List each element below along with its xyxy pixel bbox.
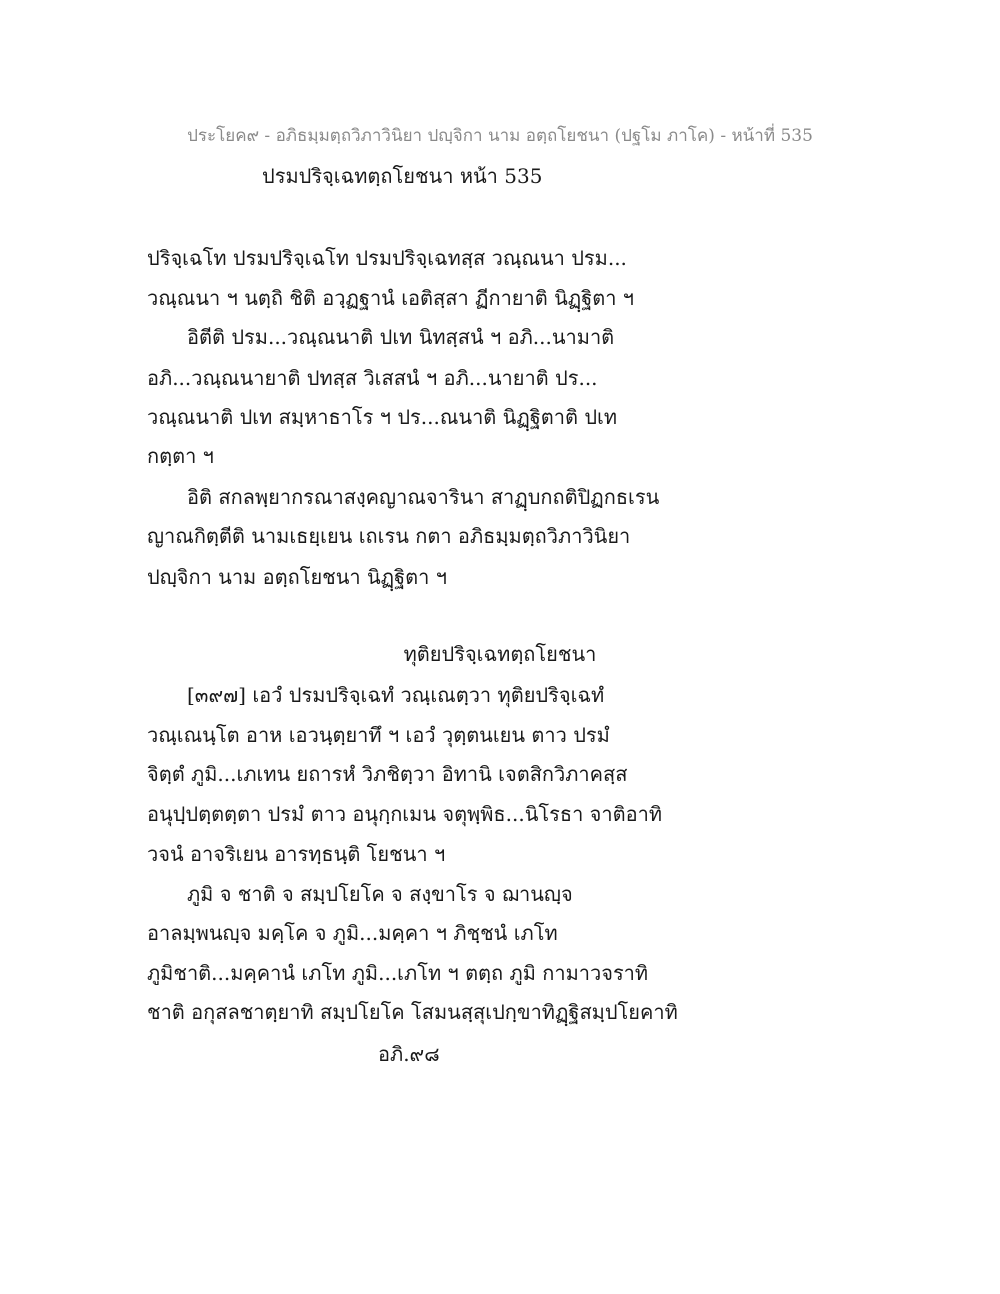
text-line: จิตฺตํ ภูมิ...เภเทน ยถารหํ วิภชิตฺวา อิทานิ เจตสิกวิภาคสฺส bbox=[147, 762, 628, 786]
text-line: อิตีติ ปรม...วณฺณนาติ ปเท นิทสฺสนํ ฯ อภิ...นามาติ bbox=[187, 325, 615, 349]
text-line: ภูมิ จ ชาติ จ สมฺปโยโค จ สงฺขาโร จ ฌานญฺจ bbox=[187, 882, 573, 906]
text-line: ภูมิชาติ...มคฺคานํ เภโท ภูมิ...เภโท ฯ ตตฺถ ภูมิ กามาวจราทิ bbox=[147, 961, 649, 985]
text-line: ปญฺจิกา นาม อตฺถโยชนา นิฏฺฐิตา ฯ bbox=[147, 565, 447, 589]
text-line: วณฺณนา ฯ นตฺถิ ชิติ อวฺฏฐานํ เอติสฺสา ฏีกายาติ นิฏฺฐิตา ฯ bbox=[147, 286, 635, 310]
text-line: ปริจฺเฉโท ปรมปริจฺเฉโท ปรมปริจฺเฉทสฺส วณฺณนา ปรม... bbox=[147, 246, 627, 270]
section-heading: ทุติยปริจฺเฉทตฺถโยชนา bbox=[403, 642, 597, 666]
text-line: อนุปฺปตฺตตฺตา ปรมํ ตาว อนุกฺกเมน จตุพฺพิธ...นิโรธา จาติอาทิ bbox=[147, 802, 663, 826]
running-header: ประโยค๙ - อภิธมฺมตฺถวิภาวินิยา ปญฺจิกา นาม อตฺถโยชนา (ปฐโม ภาโค) - หน้าที่ 535 bbox=[187, 126, 813, 146]
text-line: วจนํ อาจริเยน อารทฺธนฺติ โยชนา ฯ bbox=[147, 842, 446, 866]
text-line: อาลมฺพนญฺจ มคฺโค จ ภูมิ...มคฺคา ฯ ภิชฺชนํ เภโท bbox=[147, 921, 558, 945]
text-line: อภิ...วณฺณนายาติ ปทสฺส วิเสสนํ ฯ อภิ...นายาติ ปร... bbox=[147, 366, 598, 390]
page-footer: อภิ.๙๘ bbox=[378, 1042, 440, 1066]
text-line: กตฺตา ฯ bbox=[147, 444, 214, 468]
text-line: ญาณกิตฺตีติ นามเธยฺเยน เถเรน กตา อภิธมฺมตฺถวิภาวินิยา bbox=[147, 524, 631, 548]
text-line: วณฺเณนฺโต อาห เอวนฺตฺยาทึ ฯ เอวํ วุตฺตนเยน ตาว ปรมํ bbox=[147, 723, 610, 747]
page-title: ปรมปริจฺเฉทตฺถโยชนา หน้า 535 bbox=[262, 164, 543, 188]
text-line: อิติ สกลพฺยากรณาสงฺคญาณจารินา สาฏฺบกถติปิฏกธเรน bbox=[187, 485, 660, 509]
text-line: วณฺณนาติ ปเท สมฺหาธาโร ฯ ปร...ณนาติ นิฏฺฐิตาติ ปเท bbox=[147, 405, 618, 429]
text-line: [๓๙๗] เอวํ ปรมปริจฺเฉทํ วณฺเณตฺวา ทุติยปริจฺเฉทํ bbox=[187, 683, 605, 707]
text-line: ชาติ อกุสลชาตฺยาทิ สมฺปโยโค โสมนสฺสุเปกฺขาทิฏฺฐิสมฺปโยคาทิ bbox=[147, 1000, 678, 1024]
